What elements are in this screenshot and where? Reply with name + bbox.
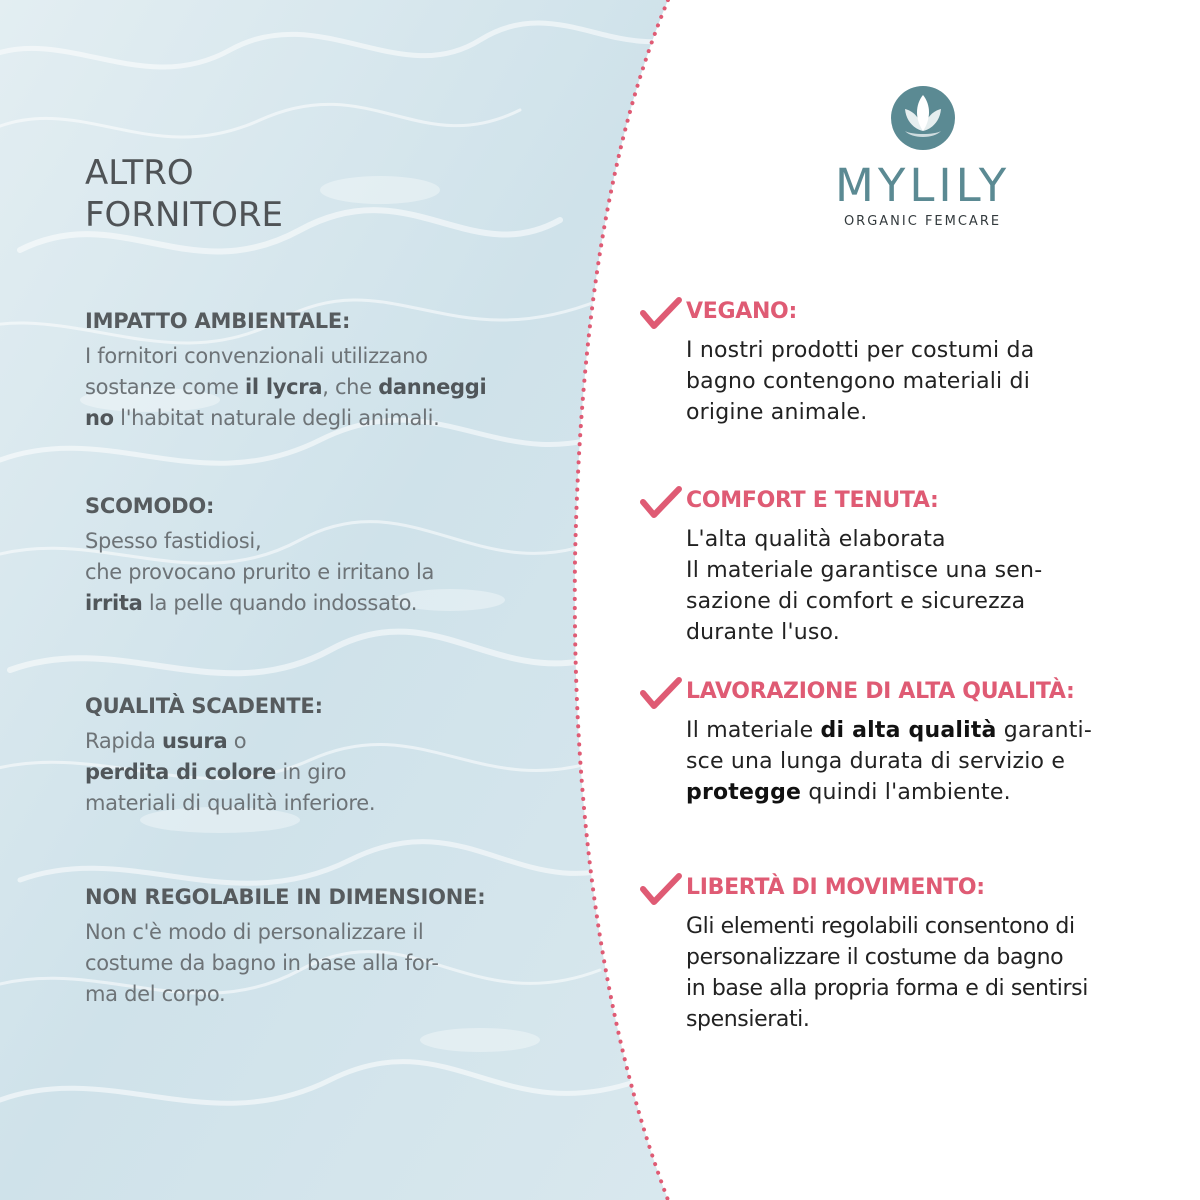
left-section-impatto — [85, 307, 555, 434]
right-heading: COMFORT E TENUTA: — [686, 488, 939, 513]
checkmark-icon — [640, 873, 682, 907]
left-body: Non c'è modo di personalizzare il costume da bagno in base alla for- ma del corpo. — [85, 920, 439, 1006]
checkmark-icon — [640, 677, 682, 711]
left-section-scomodo — [85, 492, 555, 619]
right-heading: VEGANO: — [686, 299, 797, 324]
right-body: Il materiale di alta qualità garanti- sce una lunga durata di servizio e protegge quindi l'ambiente. — [686, 718, 1092, 805]
left-heading: QUALITÀ SCADENTE: — [85, 694, 323, 718]
lotus-icon — [890, 85, 956, 151]
left-heading: IMPATTO AMBIENTALE: — [85, 309, 351, 333]
left-heading: NON REGOLABILE IN DIMENSIONE: — [85, 885, 486, 909]
brand-name: MYLILY — [835, 159, 1011, 212]
left-title-line2: FORNITORE — [85, 195, 284, 235]
left-body: Spesso fastidiosi, che provocano prurito e irritano la irrita la pelle quando indossato. — [85, 529, 435, 615]
checkmark-icon — [640, 486, 682, 520]
checkmark-icon — [640, 297, 682, 331]
left-heading: SCOMODO: — [85, 494, 215, 518]
mylily-column — [640, 0, 1200, 1200]
right-heading: LAVORAZIONE DI ALTA QUALITÀ: — [686, 679, 1075, 704]
brand-tagline: ORGANIC FEMCARE — [843, 214, 1002, 229]
left-section-regolabile — [85, 883, 555, 1010]
right-body: L'alta qualità elaborata Il materiale garantisce una sen- sazione di comfort e sicurezza durante l'uso. — [686, 527, 1043, 645]
left-title — [85, 152, 283, 236]
left-body: Rapida usura o perdita di colore in giro materiali di qualità inferiore. — [85, 729, 376, 815]
left-body: I fornitori convenzionali utilizzano sostanze come il lycra, che danneggi no l'habitat naturale degli animali. — [85, 344, 487, 430]
right-body: I nostri prodotti per costumi da bagno contengono materiali di origine animale. — [686, 338, 1035, 425]
left-title-line1: ALTRO — [85, 153, 194, 193]
brand-logo — [835, 85, 1010, 231]
right-body: Gli elementi regolabili consentono di personalizzare il costume da bagno in base alla propria forma e di sentirsi spensierati. — [686, 914, 1088, 1032]
right-heading: LIBERTÀ DI MOVIMENTO: — [686, 875, 985, 900]
left-section-qualita — [85, 692, 555, 819]
